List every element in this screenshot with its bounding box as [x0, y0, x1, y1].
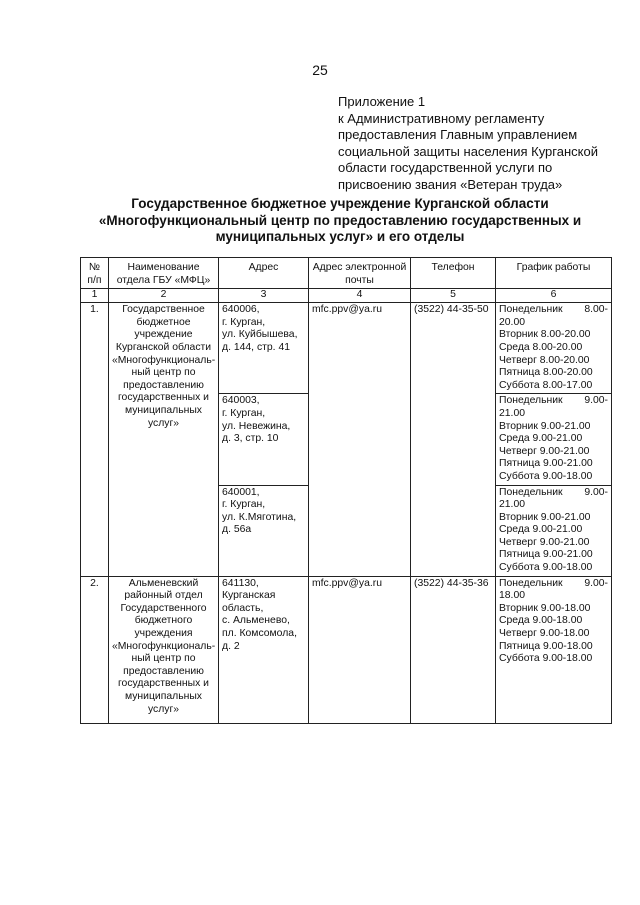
address-line: ул. Куйбышева, [222, 329, 298, 341]
col-number: 1 [81, 289, 109, 303]
document-title [70, 196, 610, 246]
address-line: д. 3, стр. 10 [222, 433, 279, 445]
office-address [219, 485, 309, 576]
office-address [219, 303, 309, 394]
schedule-line: Пятница 9.00-21.00 [499, 549, 593, 561]
title-line: Государственное бюджетное учреждение Курганской области [131, 196, 549, 211]
col-number: 5 [411, 289, 496, 303]
header-schedule: График работы [496, 258, 612, 289]
schedule-line: Вторник 9.00-21.00 [499, 420, 591, 432]
title-line: муниципальных услуг» и его отделы [215, 229, 465, 244]
schedule-line: Вторник 9.00-18.00 [499, 602, 591, 614]
office-phone: (3522) 44-35-36 [411, 576, 496, 723]
schedule-line: Четверг 8.00-20.00 [499, 354, 590, 366]
schedule-first-line [499, 578, 608, 591]
address-line: 640001, [222, 486, 260, 498]
address-line: г. Курган, [222, 407, 266, 419]
column-numbers-row [81, 289, 612, 303]
table-row [81, 576, 612, 723]
schedule-time: 9.00- [584, 577, 608, 589]
col-number: 6 [496, 289, 612, 303]
schedule-line: Пятница 9.00-18.00 [499, 640, 593, 652]
title-line: «Многофункциональный центр по предоставлению государственных и [98, 212, 582, 228]
schedule-line: Среда 9.00-21.00 [499, 433, 583, 445]
schedule-line: Среда 8.00-20.00 [499, 341, 583, 353]
office-schedule [496, 303, 612, 394]
schedule-line: Среда 9.00-18.00 [499, 615, 583, 627]
address-line: 641130, [222, 577, 259, 589]
schedule-time: 8.00- [584, 304, 608, 316]
schedule-line: 21.00 [499, 499, 526, 511]
address-line: с. Альменево, [222, 615, 290, 627]
address-line: г. Курган, [222, 316, 266, 328]
address-line: 640003, [222, 395, 260, 407]
schedule-time: 9.00- [584, 395, 608, 407]
schedule-line: Суббота 9.00-18.00 [499, 470, 593, 482]
address-line: ул. Невежина, [222, 420, 291, 432]
address-line: пл. Комсомола, [222, 628, 297, 640]
schedule-line: 18.00 [499, 590, 526, 602]
schedule-first-line [499, 487, 608, 500]
office-schedule [496, 394, 612, 485]
header-email: Адрес электронной почты [309, 258, 411, 289]
schedule-line: Среда 9.00-21.00 [499, 524, 583, 536]
schedule-day: Понедельник [499, 395, 563, 407]
schedule-line: Вторник 8.00-20.00 [499, 329, 591, 341]
row-number: 2. [81, 576, 109, 723]
schedule-line: Пятница 8.00-20.00 [499, 367, 593, 379]
schedule-line: Четверг 9.00-21.00 [499, 445, 590, 457]
appendix-line: к Административному регламенту [338, 110, 545, 126]
appendix-line: Приложение 1 [338, 94, 426, 109]
table-row [81, 303, 612, 394]
offices-table [80, 257, 612, 724]
header-num: № п/п [81, 258, 109, 289]
address-line: Курганская [222, 590, 276, 602]
address-line: д. 56а [222, 524, 252, 536]
schedule-line: Вторник 9.00-21.00 [499, 511, 591, 523]
schedule-day: Понедельник [499, 486, 563, 498]
page-number: 25 [312, 62, 328, 78]
row-number: 1. [81, 303, 109, 576]
address-line: ул. К.Мяготина, [222, 511, 297, 523]
header-address: Адрес [219, 258, 309, 289]
appendix-line: предоставления Главным управлением [338, 127, 578, 142]
schedule-line: Суббота 9.00-18.00 [499, 653, 593, 665]
appendix-note [338, 94, 628, 193]
schedule-line: Четверг 9.00-18.00 [499, 628, 590, 640]
schedule-day: Понедельник [499, 577, 563, 589]
schedule-line: Пятница 9.00-21.00 [499, 458, 593, 470]
office-address [219, 576, 309, 723]
address-line: д. 2 [222, 640, 240, 652]
schedule-time: 9.00- [584, 486, 608, 498]
schedule-first-line [499, 395, 608, 408]
schedule-day: Понедельник [499, 304, 563, 316]
office-email: mfc.ppv@ya.ru [309, 303, 411, 576]
schedule-line: Четверг 9.00-21.00 [499, 536, 590, 548]
address-line: 640006, [222, 304, 260, 316]
appendix-line: области государственной услуги по [338, 160, 553, 175]
col-number: 2 [109, 289, 219, 303]
schedule-first-line [499, 304, 608, 317]
table-header-row [81, 258, 612, 289]
col-number: 3 [219, 289, 309, 303]
header-name: Наименование отдела ГБУ «МФЦ» [109, 258, 219, 289]
appendix-line: социальной защиты населения Курганской [338, 143, 598, 159]
header-phone: Телефон [411, 258, 496, 289]
col-number: 4 [309, 289, 411, 303]
appendix-line: присвоению звания «Ветеран труда» [338, 176, 563, 192]
schedule-line: 21.00 [499, 407, 526, 419]
office-schedule [496, 576, 612, 723]
office-name: Альменевский районный отдел Государственного бюджетного учреждения «Многофункциональ-ный центр по предоставлению государственных и муниципальных услуг» [109, 576, 219, 723]
office-address [219, 394, 309, 485]
office-schedule [496, 485, 612, 576]
schedule-line: Суббота 9.00-18.00 [499, 562, 593, 574]
office-email: mfc.ppv@ya.ru [309, 576, 411, 723]
schedule-line: 20.00 [499, 316, 526, 328]
address-line: г. Курган, [222, 499, 266, 511]
address-line: д. 144, стр. 41 [222, 341, 291, 353]
address-line: область, [222, 602, 264, 614]
office-phone: (3522) 44-35-50 [411, 303, 496, 576]
office-name: Государственное бюджетное учреждение Курганской области «Многофункциональ-ный центр по предоставлению государственных и муниципальных услуг» [109, 303, 219, 576]
schedule-line: Суббота 8.00-17.00 [499, 379, 593, 391]
